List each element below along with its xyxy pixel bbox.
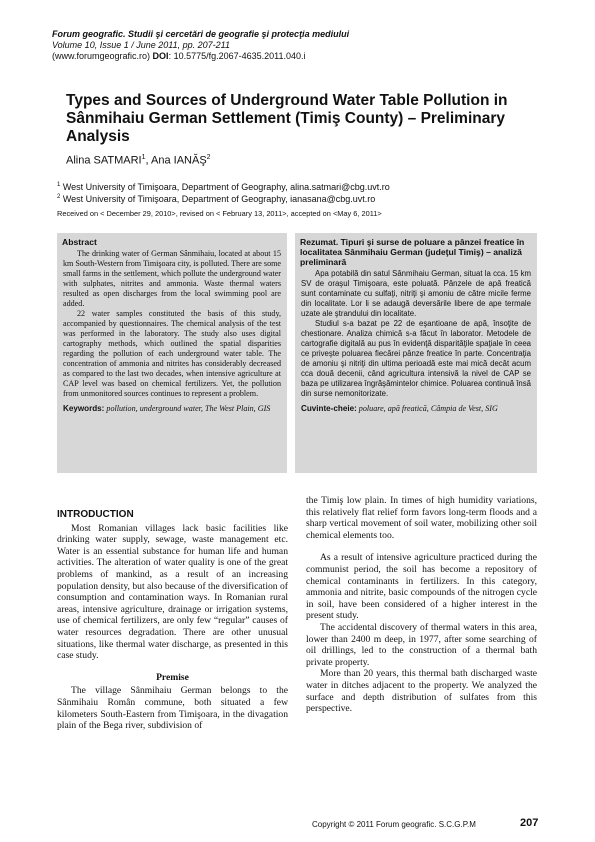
author-separator: , [145,154,152,167]
introduction-heading: INTRODUCTION [57,509,134,520]
affiliation-1-sup: 1 [57,182,61,188]
volume-line: Volume 10, Issue 1 / June 2011, pp. 207-211 [52,40,230,50]
author-line [66,154,211,167]
article-title: Types and Sources of Underground Water Table Pollution in Sânmihaiu German Settlement (Timiş County) – Preliminary Analysis [66,92,508,145]
affiliation-2 [57,192,375,205]
cuvinte-cheie-label: Cuvinte-cheie: [301,404,357,413]
body-paragraph: As a result of intensive agriculture practiced during the communist period, the soil has become a repository of chemical contaminants in fertilizers. In this category, ammonia and nitrite, basic compounds of the nitrogen cycle in soil, have been considered of a higher interest in the present study. [306,552,537,622]
body-paragraph: More than 20 years, this thermal bath discharged waste water in ditches adjacent to the property. We analyzed the surface and depth distribution of sulfates from this perspective. [306,668,537,715]
abstract-en-paragraph: 22 water samples constituted the basis of this study, accompanied by questionnaires. The chemical analysis of the test was performed in the laboratory. The study also uses digital cartography methods, which outlined the spatial disparities regarding the pollution of each underground water table. The concentration of ammonia and nitrites has considerably decreased as compared to the last two decades, when intensive agriculture at CAP level was based on chemical fertilizers. Yet, the pollution from unmonitored sources continues to represent a problem. [63,309,281,398]
journal-website[interactable]: (www.forumgeografic.ro) [52,51,151,61]
cuvinte-cheie-value: poluare, apă freatică, Câmpia de Vest, SIG [356,404,498,413]
author-2: Ana IANĂŞ [151,154,207,167]
keywords-label: Keywords: [63,404,105,413]
abstract-en-text [57,247,287,399]
introduction-paragraph: Most Romanian villages lack basic facilities like drinking water supply, sewage, waste management etc. Water is an essential substance for human life and human activities. The alteration of water quality is one of the great problems of mankind, as a result of an increasing population density, but also because of the diversification of consumption and contamination ways. In Romanian rural areas, intensive agriculture, drainage or irrigation systems, use of chemical fertilizers, are only few “regular” causes of water resources degradation. There are other unusual situations, like thermal water discharge, as presented in this case study. [57,522,288,662]
page-number: 207 [520,817,539,829]
author-1: Alina SATMARI [66,154,142,167]
premise-paragraph: The village Sânmihaiu German belongs to the Sânmihaiu Român commune, both situated a few kilometers South-Eastern from Timişoara, in the divagation plain of the Bega river, subdivision of [57,685,288,732]
author-2-sup: 2 [206,154,211,161]
journal-name: Forum geografic. Studii şi cercetări de geografie şi protecţia mediului [52,29,350,39]
received-dates: Received on < December 29, 2010>, revised on < February 13, 2011>, accepted on <May 6, 2011> [57,209,382,218]
author-1-sup: 1 [141,154,146,161]
abstract-ro-text [295,267,537,399]
body-paragraph: the Timiş low plain. In times of high humidity variations, this relatively flat relief form favors long-term floods and a sharp vertical movement of soil water, mobilizing other soil chemical elements too. [306,495,537,541]
affiliation-2-sup: 2 [57,194,61,200]
body-left-column [57,495,288,732]
abstract-ro-paragraph: Studiul s-a bazat pe 22 de eşantioane de apă, însoţite de chestionare. Analiza chimică s-a făcut în laborator. Metodele de cartografie digitală au pus în evidenţă disparităţile spaţiale în ceea ce priveşte poluarea fiecărei pânze freatice în parte. Concentraţia de amoniu şi nitriţi din ultima perioadă este mai mică decât acum cca două decenii, când agricultura intensivă la nivel de CAP se baza pe utilizarea îngrăşămintelor chimice. Poluarea continuă însă din surse nemonitorizate. [301,319,531,398]
abstract-ro-keywords [295,399,537,414]
abstract-en-box [57,233,287,473]
doi-label: DOI [152,51,169,61]
body-paragraph: The accidental discovery of thermal waters in this area, lower than 2400 m deep, in 1977, after some searching of oil drillings, led to the construction of a thermal bath private property. [306,621,537,668]
affiliation-1-text: West University of Timişoara, Department of Geography, alina.satmari@cbg.uvt.ro [60,182,390,192]
abstract-ro-heading: Rezumat. Tipuri şi surse de poluare a pânzei freatice în localitatea Sânmihaiu German (judeţul Timiş) – analiză preliminară [300,237,525,267]
doi-line [52,51,552,62]
doi-value[interactable]: : 10.5775/fg.2067-4635.2011.040.i [168,51,306,61]
body-right-column [306,495,537,715]
abstract-en-keywords [57,399,287,414]
keywords-value: pollution, underground water, The West Plain, GIS [104,404,271,413]
abstract-ro-box [295,233,537,473]
affiliation-2-text: West University of Timişoara, Department of Geography, ianasana@cbg.uvt.ro [60,194,376,204]
abstract-en-heading: Abstract [62,237,97,247]
abstract-en-paragraph: The drinking water of German Sânmihaiu, located at about 15 km South-Western from Timişoara city, is polluted. There are some small farms in the settlement, which pollute the underground water with sulphates, nitrites and ammonia. Waste thermal waters resulted as open discharges from the local swimming pool are added. [63,249,281,308]
abstract-ro-paragraph: Apa potabilă din satul Sânmihaiu German, situat la cca. 15 km SV de oraşul Timişoara, este poluată. Pânzele de apă freatică sunt contaminate cu sulfaţi, nitriţi şi amoniu de către micile ferme din localitate. Lor li se adaugă deversările libere de ape termale uzate ale ştrandului din localitate. [301,269,531,318]
premise-heading: Premise [156,671,189,683]
journal-header [52,29,552,62]
footer-copyright: Copyright © 2011 Forum geografic. S.C.G.P.M [312,820,476,829]
